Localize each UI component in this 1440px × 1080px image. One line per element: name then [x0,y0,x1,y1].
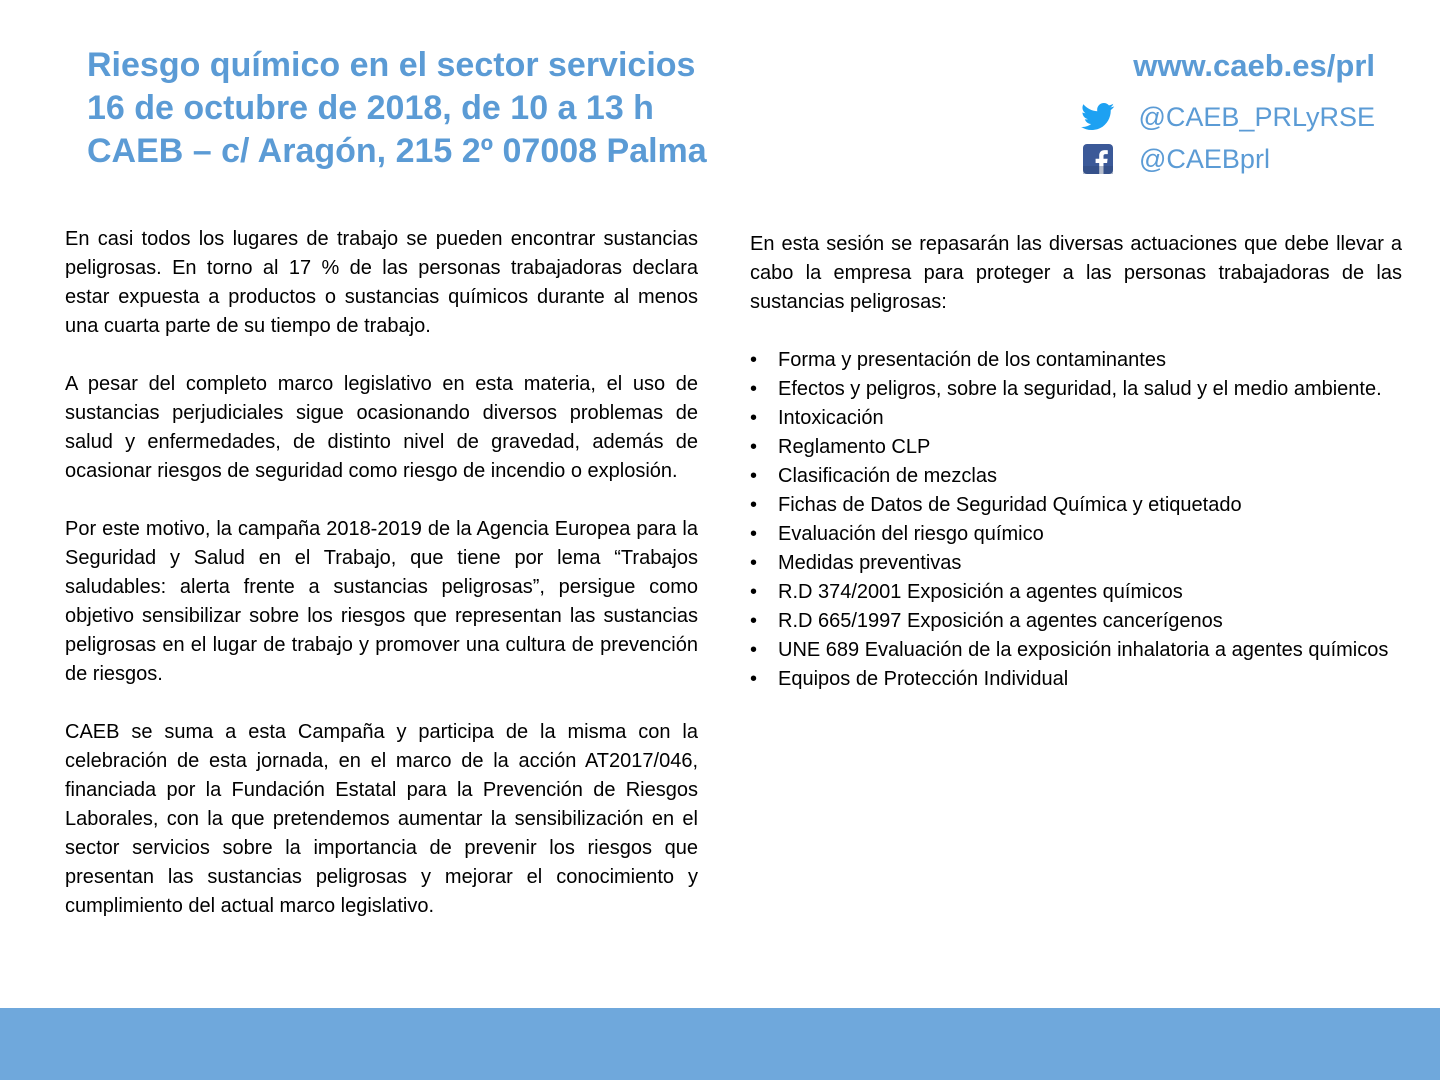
list-item: • R.D 665/1997 Exposición a agentes cancerígenos [750,607,1402,636]
session-intro: En esta sesión se repasarán las diversas actuaciones que debe llevar a cabo la empresa para proteger a las personas trabajadoras de las sustancias peligrosas: [750,233,1402,313]
twitter-handle: @CAEB_PRLyRSE [1138,101,1375,132]
list-item: • Efectos y peligros, sobre la seguridad, la salud y el medio ambiente. [750,375,1402,404]
session-column [750,230,1402,694]
twitter-bird-icon [1080,99,1116,135]
intro-paragraph: En casi todos los lugares de trabajo se pueden encontrar sustancias peligrosas. En torno al 17 % de las personas trabajadoras declara estar expuesta a productos o sustancias químicos durante al menos una cuarta parte de su tiempo de trabajo. [65,228,698,337]
list-item: • Medidas preventivas [750,549,1402,578]
list-item: • UNE 689 Evaluación de la exposición inhalatoria a agentes químicos [750,636,1402,665]
list-item: • Evaluación del riesgo químico [750,520,1402,549]
facebook-handle: @CAEBprl [1139,143,1270,174]
intro-column [65,225,698,921]
list-item: • Intoxicación [750,404,1402,433]
intro-paragraph: A pesar del completo marco legislativo en esta materia, el uso de sustancias perjudiciales sigue ocasionando diversos problemas de salud y enfermedades, de distinto nivel de gravedad, además de ocasionar riesgos de seguridad como riesgo de incendio o explosión. [65,373,698,482]
list-item: • Forma y presentación de los contaminantes [750,346,1402,375]
facebook-link[interactable] [1080,138,1375,180]
intro-paragraph: Por este motivo, la campaña 2018-2019 de la Agencia Europea para la Seguridad y Salud en el Trabajo, que tiene por lema “Trabajos saludables: alerta frente a sustancias peligrosas”, persigue como objetivo sensibilizar sobre los riesgos que representan las sustancias peligrosas en el lugar de trabajo y promover una cultura de prevención de riesgos. [65,518,698,685]
event-title: Riesgo químico en el sector servicios [87,46,696,84]
event-title-block [87,44,847,173]
intro-paragraph: CAEB se suma a esta Campaña y participa de la misma con la celebración de esta jornada, en el marco de la acción AT2017/046, financiada por la Fundación Estatal para la Prevención de Riesgos Laborales, con la que pretendemos aumentar la sensibilización en el sector servicios sobre la importancia de prevenir los riesgos que presentan las sustancias peligrosas y mejorar el conocimiento y cumplimiento del actual marco legislativo. [65,721,698,917]
contact-block [955,44,1375,180]
facebook-icon [1080,141,1116,177]
list-item: • R.D 374/2001 Exposición a agentes químicos [750,578,1402,607]
event-location: CAEB – c/ Aragón, 215 2º 07008 Palma [87,132,707,170]
event-date: 16 de octubre de 2018, de 10 a 13 h [87,89,654,127]
list-item: • Reglamento CLP [750,433,1402,462]
twitter-link[interactable] [1080,96,1375,138]
list-item: • Fichas de Datos de Seguridad Química y etiquetado [750,491,1402,520]
website-link[interactable]: www.caeb.es/prl [1133,48,1375,83]
list-item: • Clasificación de mezclas [750,462,1402,491]
list-item: • Equipos de Protección Individual [750,665,1402,694]
footer-band [0,1008,1440,1080]
topic-list [750,346,1402,694]
